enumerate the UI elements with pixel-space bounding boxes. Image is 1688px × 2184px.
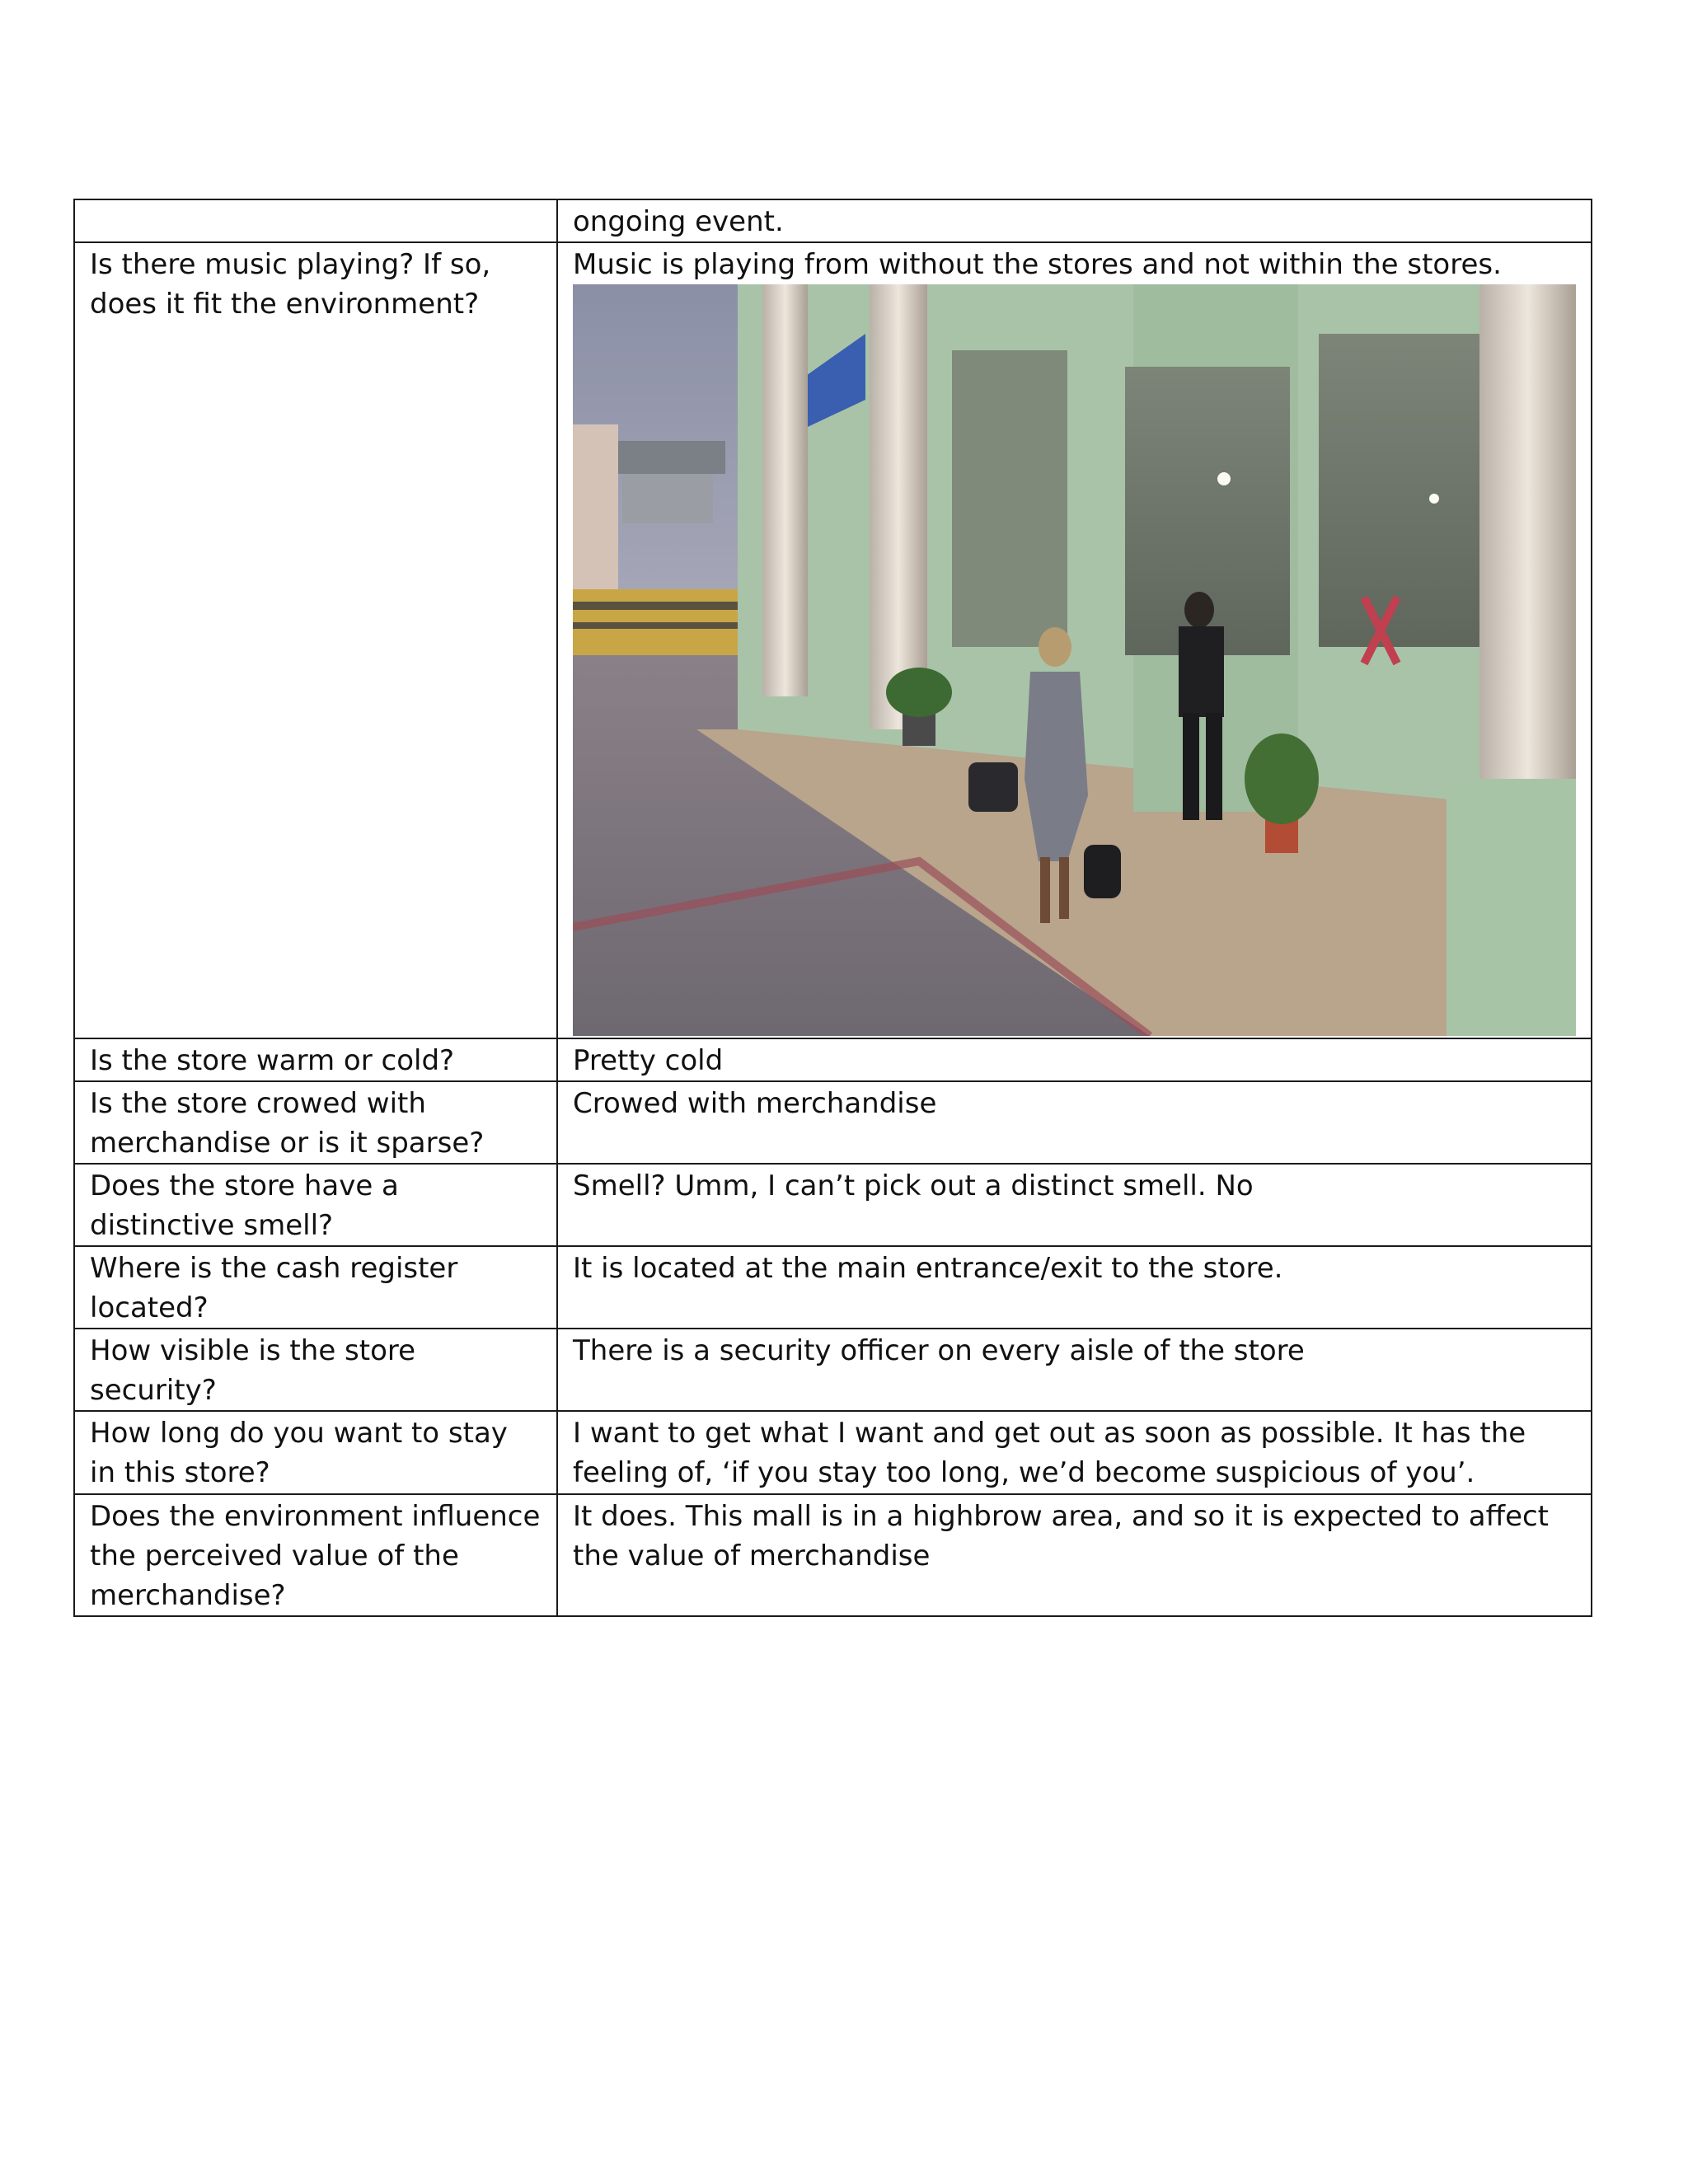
answer-cell bbox=[557, 242, 1592, 1038]
table-row bbox=[74, 242, 1592, 1038]
table-row bbox=[74, 1164, 1592, 1246]
question-cell: Does the store have a distinctive smell? bbox=[74, 1164, 557, 1246]
answer-cell: It does. This mall is in a highbrow area, and so it is expected to affect the value of merchandise bbox=[557, 1494, 1592, 1616]
question-cell: Does the environment influence the perceived value of the merchandise? bbox=[74, 1494, 557, 1616]
question-cell: Is there music playing? If so, does it fit the environment? bbox=[74, 242, 557, 1038]
table-row bbox=[74, 1494, 1592, 1616]
answer-cell: Crowed with merchandise bbox=[557, 1081, 1592, 1164]
answer-cell: I want to get what I want and get out as soon as possible. It has the feeling of, ‘if you stay too long, we’d become suspicious of you’. bbox=[557, 1411, 1592, 1494]
table-row bbox=[74, 199, 1592, 242]
answer-cell: Pretty cold bbox=[557, 1038, 1592, 1081]
answer-cell: ongoing event. bbox=[557, 199, 1592, 242]
answer-text: Music is playing from without the stores and not within the stores. bbox=[573, 248, 1502, 281]
question-cell: How visible is the store security? bbox=[74, 1329, 557, 1411]
answer-cell: There is a security officer on every aisle of the store bbox=[557, 1329, 1592, 1411]
question-cell: Where is the cash register located? bbox=[74, 1246, 557, 1329]
mall-photo bbox=[573, 284, 1576, 1036]
table-row bbox=[74, 1246, 1592, 1329]
question-cell: Is the store warm or cold? bbox=[74, 1038, 557, 1081]
answer-cell: Smell? Umm, I can’t pick out a distinct smell. No bbox=[557, 1164, 1592, 1246]
table-row bbox=[74, 1329, 1592, 1411]
question-cell: How long do you want to stay in this store? bbox=[74, 1411, 557, 1494]
question-cell: Is the store crowed with merchandise or is it sparse? bbox=[74, 1081, 557, 1164]
observation-table bbox=[73, 199, 1592, 1617]
question-cell bbox=[74, 199, 557, 242]
answer-cell: It is located at the main entrance/exit to the store. bbox=[557, 1246, 1592, 1329]
table-row bbox=[74, 1411, 1592, 1494]
table-row bbox=[74, 1081, 1592, 1164]
storefront-photo bbox=[573, 284, 1576, 1036]
table-row bbox=[74, 1038, 1592, 1081]
